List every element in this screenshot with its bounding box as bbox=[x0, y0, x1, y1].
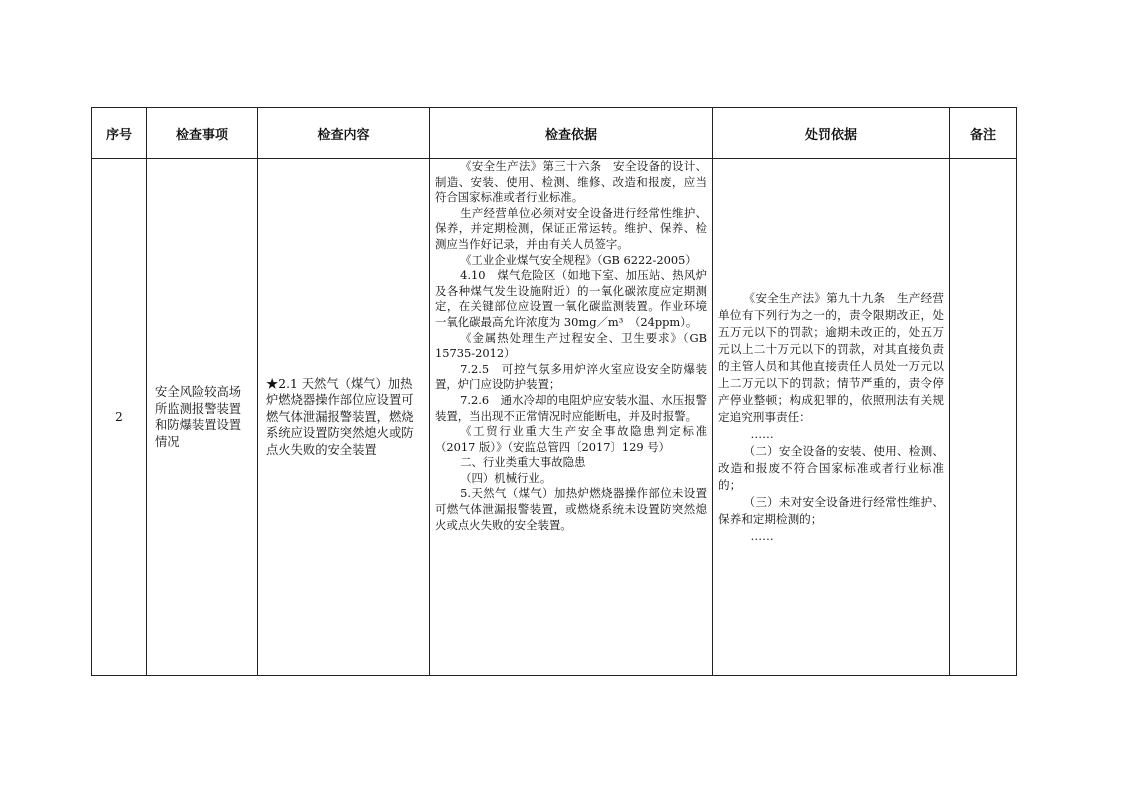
basis-paragraph: 5.天然气（煤气）加热炉燃烧器操作部位未设置可燃气体泄漏报警装置，或燃烧系统未设置防突然熄火或点火失败的安全装置。 bbox=[435, 486, 707, 532]
basis-paragraph: 7.2.5 可控气氛多用炉淬火室应设安全防爆装置，炉门应设防护装置； bbox=[435, 361, 707, 392]
penalty-paragraph: （二）安全设备的安装、使用、检测、改造和报废不符合国家标准或者行业标准的； bbox=[718, 443, 944, 492]
header-content: 检查内容 bbox=[258, 108, 430, 159]
basis-paragraph: 《工业企业煤气安全规程》（GB 6222-2005） bbox=[460, 252, 697, 267]
cell-penalty bbox=[713, 159, 950, 676]
basis-paragraph: 生产经营单位必须对安全设备进行经常性维护、保养，并定期检测，保证正常运转。维护、保养、检测应当作好记录，并由有关人员签字。 bbox=[435, 205, 707, 251]
basis-paragraph: 4.10 煤气危险区（如地下室、加压站、热风炉及各种煤气发生设施附近）的一氧化碳浓度应定期测定，在关键部位应设置一氧化碳监测装置。作业环境一氧化碳最高允许浓度为 30mg／m³ （24ppm）。 bbox=[435, 268, 707, 329]
basis-paragraph: 《工贸行业重大生产安全事故隐患判定标准（2017 版）》（安监总管四〔2017〕129 号） bbox=[435, 424, 707, 454]
cell-item: 安全风险较高场所监测报警装置和防爆装置设置情况 bbox=[147, 159, 258, 676]
cell-content: ★2.1 天然气（煤气）加热炉燃烧器操作部位应设置可燃气体泄漏报警装置，燃烧系统应设置防突然熄火或防点火失败的安全装置 bbox=[258, 159, 430, 676]
header-item: 检查事项 bbox=[147, 108, 258, 159]
penalty-ellipsis: …… bbox=[750, 426, 774, 441]
table-row bbox=[92, 159, 1017, 676]
penalty-paragraph: （三）未对安全设备进行经常性维护、保养和定期检测的； bbox=[718, 494, 944, 526]
inspection-table bbox=[91, 107, 1017, 676]
header-penalty: 处罚依据 bbox=[713, 108, 950, 159]
cell-remark bbox=[950, 159, 1017, 676]
basis-paragraph: （四）机械行业。 bbox=[460, 470, 552, 485]
basis-paragraph: 《金属热处理生产过程安全、卫生要求》（GB 15735-2012） bbox=[435, 330, 707, 361]
header-no: 序号 bbox=[92, 108, 147, 159]
cell-basis bbox=[430, 159, 713, 676]
header-remark: 备注 bbox=[950, 108, 1017, 159]
cell-no: 2 bbox=[92, 159, 147, 676]
penalty-paragraph: 《安全生产法》第九十九条 生产经营单位有下列行为之一的，责令限期改正，处五万元以下的罚款；逾期未改正的，处五万元以上二十万元以下的罚款，对其直接负责的主管人员和其他直接责任人员处一万元以上二万元以下的罚款；情节严重的，责令停产停业整顿；构成犯罪的，依照刑法有关规定追究刑事责任： bbox=[718, 290, 944, 424]
basis-paragraph: 7.2.6 通水冷却的电阻炉应安装水温、水压报警装置，当出现不正常情况时应能断电，并及时报警。 bbox=[435, 392, 707, 423]
penalty-ellipsis: …… bbox=[750, 528, 774, 543]
basis-paragraph: 《安全生产法》第三十六条 安全设备的设计、制造、安装、使用、检测、维修、改造和报废，应当符合国家标准或者行业标准。 bbox=[435, 159, 707, 205]
header-basis: 检查依据 bbox=[430, 108, 713, 159]
basis-paragraph: 二、行业类重大事故隐患 bbox=[460, 455, 586, 470]
header-row bbox=[92, 108, 1017, 159]
